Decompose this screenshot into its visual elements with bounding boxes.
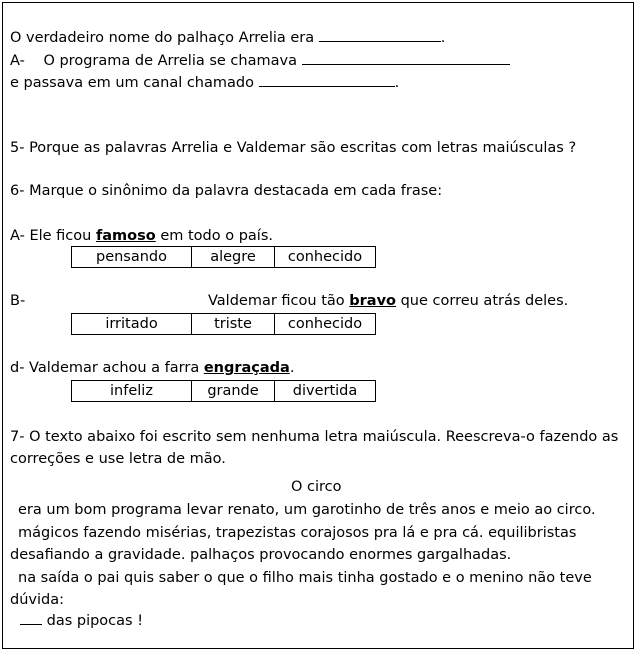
text-paragraph-2b: desafiando a gravidade. palhaços provocando enormes gargalhadas. [10, 547, 512, 563]
text-title: O circo [291, 479, 342, 495]
text-paragraph-3b: dúvida: [10, 592, 64, 608]
highlighted-word: famoso [95, 228, 156, 244]
option-cell[interactable]: grande [192, 381, 275, 402]
option-cell[interactable]: pensando [72, 247, 192, 268]
question-6b [208, 292, 568, 310]
text-paragraph-4 [20, 612, 143, 630]
option-cell[interactable]: conhecido [275, 314, 376, 335]
question-6d [10, 359, 294, 377]
intro-line-1 [10, 29, 445, 47]
option-cell[interactable]: infeliz [72, 381, 192, 402]
option-cell[interactable]: irritado [72, 314, 192, 335]
sentence-prefix: A- Ele ficou [10, 228, 96, 244]
option-cell[interactable]: alegre [192, 247, 275, 268]
question-6a [10, 227, 273, 245]
text-paragraph-4-text: das pipocas ! [46, 613, 144, 629]
intro-question-3: e passava em um canal chamado [10, 75, 254, 91]
intro-question-1: O verdadeiro nome do palhaço Arrelia era [10, 30, 315, 46]
options-table-a [71, 246, 376, 268]
sentence-prefix: Valdemar ficou tão [208, 293, 350, 309]
period: . [394, 75, 400, 91]
text-paragraph-2a: mágicos fazendo misérias, trapezistas corajosos pra lá e pra cá. equilibristas [18, 525, 577, 541]
question-7-line-2: correções e use letra de mão. [10, 451, 226, 467]
answer-blank-2[interactable] [302, 52, 510, 65]
options-table-b [71, 313, 376, 335]
question-6-heading: 6- Marque o sinônimo da palavra destacada em cada frase: [10, 183, 443, 199]
sentence-suffix: . [289, 360, 295, 376]
answer-blank-1[interactable] [319, 29, 441, 42]
answer-blank-3[interactable] [259, 74, 395, 87]
dash-blank [20, 612, 42, 625]
question-7-line-1: 7- O texto abaixo foi escrito sem nenhuma letra maiúscula. Reescreva-o fazendo as [10, 429, 619, 445]
item-label-a: A- [10, 53, 25, 69]
options-table-d [71, 380, 376, 402]
sentence-prefix: d- Valdemar achou a farra [10, 360, 204, 376]
text-paragraph-3a: na saída o pai quis saber o que o filho mais tinha gostado e o menino não teve [18, 570, 592, 586]
question-5: 5- Porque as palavras Arrelia e Valdemar são escritas com letras maiúsculas ? [10, 140, 577, 156]
question-6b-label: B- [10, 293, 26, 309]
intro-question-2: O programa de Arrelia se chamava [43, 53, 297, 69]
text-paragraph-1: era um bom programa levar renato, um garotinho de três anos e meio ao circo. [18, 502, 596, 518]
highlighted-word: bravo [349, 293, 396, 309]
period: . [440, 30, 446, 46]
intro-line-2 [10, 52, 510, 70]
sentence-suffix: que correu atrás deles. [395, 293, 569, 309]
option-cell[interactable]: divertida [275, 381, 376, 402]
highlighted-word: engraçada [203, 360, 290, 376]
option-cell[interactable]: conhecido [275, 247, 376, 268]
sentence-suffix: em todo o país. [155, 228, 273, 244]
intro-line-3 [10, 74, 399, 92]
option-cell[interactable]: triste [192, 314, 275, 335]
